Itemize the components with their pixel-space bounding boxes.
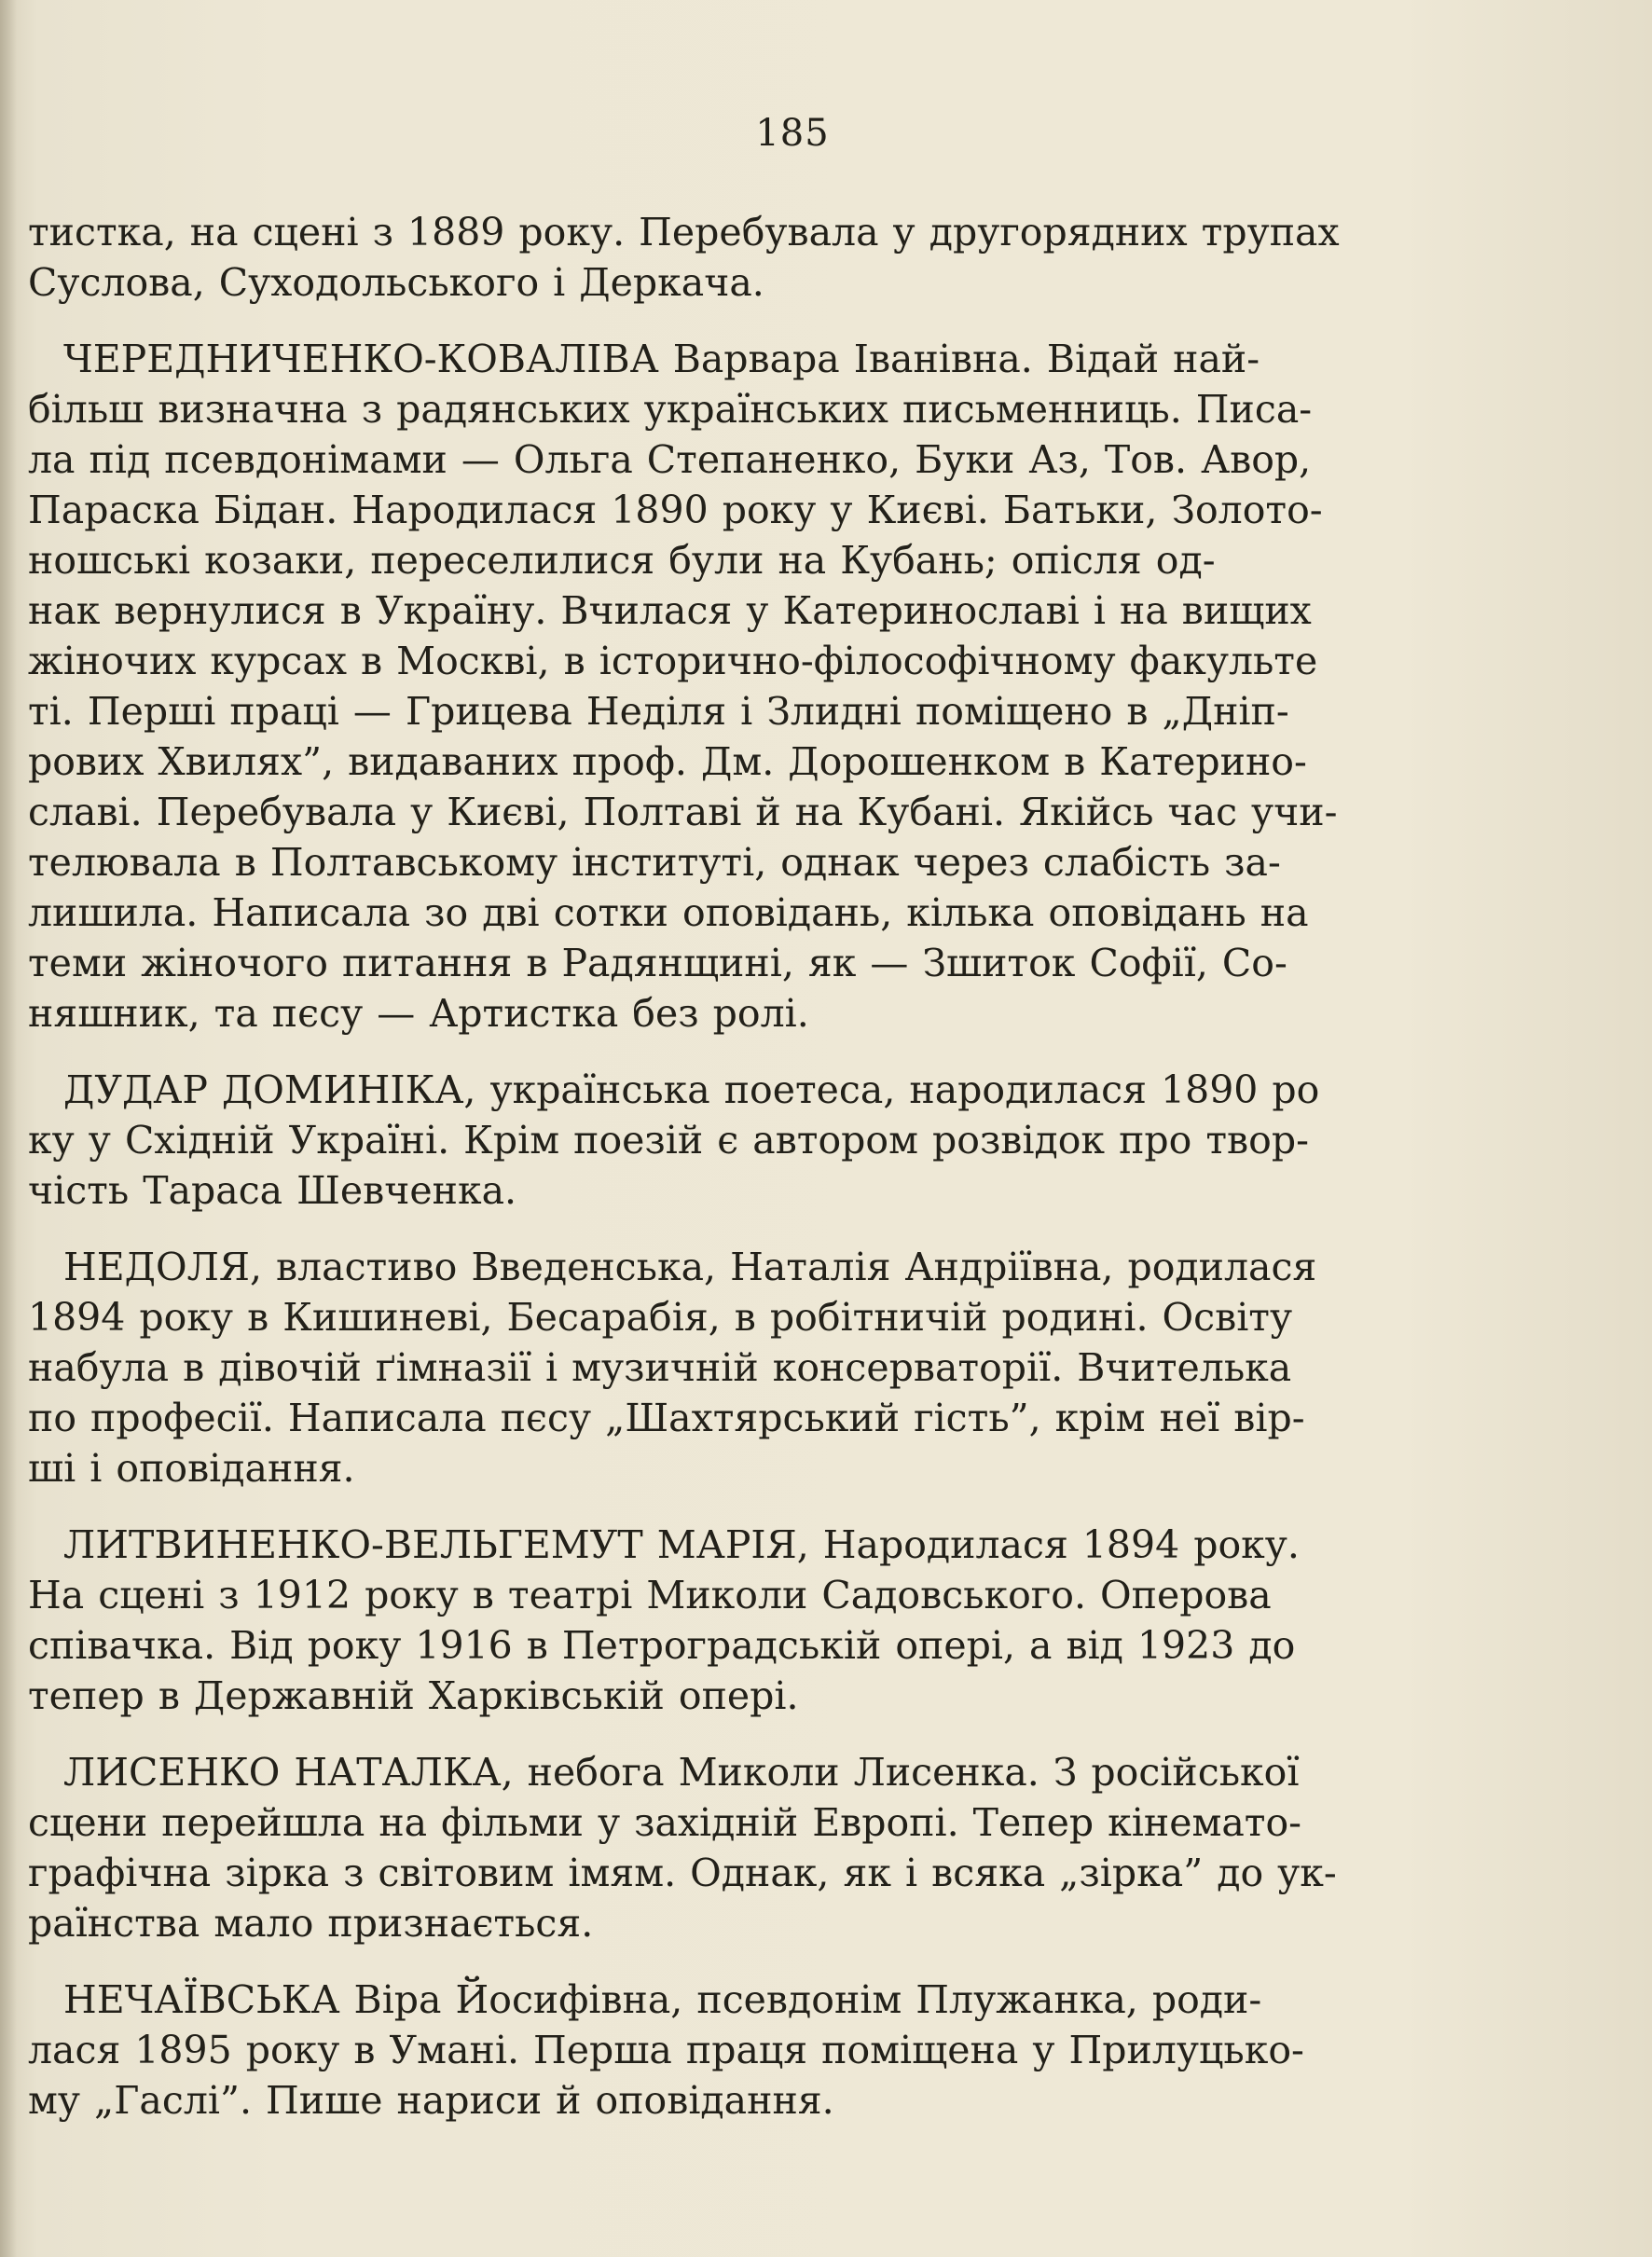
- text-line: по професії. Написала пєсу „Шахтярський гість”, крім неї вір-: [28, 1396, 1305, 1440]
- paragraph-entry-dudar: [28, 1065, 1445, 1216]
- text-line: більш визначна з радянських українських письменниць. Писа-: [28, 387, 1313, 432]
- text-line: графічна зірка з світовим імям. Однак, як і всяка „зірка” до ук-: [28, 1851, 1337, 1895]
- text-line: ті. Перші праці — Грицева Неділя і Злидні поміщено в „Дніп-: [28, 689, 1289, 734]
- text-line: няшник, та пєсу — Артистка без ролі.: [28, 991, 809, 1036]
- text-line: жіночих курсах в Москві, в історично-філософічному факульте: [28, 639, 1318, 683]
- text-line: тепер в Державній Харківській опері.: [28, 1673, 799, 1718]
- text-line: Параска Бідан. Народилася 1890 року у Києві. Батьки, Золото-: [28, 488, 1323, 532]
- paragraph-entry-nechaivska: [28, 1975, 1445, 2126]
- paragraph-entry-lytvynenko: [28, 1520, 1445, 1721]
- text-line: Суслова, Суходольського і Деркача.: [28, 260, 764, 305]
- page-number: 185: [755, 112, 830, 155]
- text-line: рових Хвилях”, видаваних проф. Дм. Дорошенком в Катерино-: [28, 739, 1307, 784]
- text-line: ЛИСЕНКО НАТАЛКА, небога Миколи Лисенка. З російської: [63, 1750, 1300, 1795]
- text-line: НЕЧАЇВСЬКА Віра Йосифівна, псевдонім Плужанка, роди-: [63, 1977, 1262, 2022]
- paragraph-continuation: [28, 207, 1445, 308]
- text-line: чість Тараса Шевченка.: [28, 1168, 517, 1213]
- paragraph-entry-lysenko: [28, 1747, 1445, 1948]
- text-line: му „Гаслі”. Пише нариси й оповідання.: [28, 2078, 834, 2123]
- page-binding-shadow: [0, 0, 17, 2257]
- text-line: тистка, на сцені з 1889 року. Перебувала у другорядних трупах: [28, 210, 1340, 255]
- text-line: ла під псевдонімами — Ольга Степаненко, Буки Аз, Тов. Авор,: [28, 437, 1312, 482]
- text-line: лишила. Написала зо дві сотки оповідань, кілька оповідань на: [28, 890, 1309, 935]
- text-line: сцени перейшла на фільми у західній Европі. Тепер кінемато-: [28, 1800, 1302, 1845]
- text-line: нак вернулися в Україну. Вчилася у Катеринославі і на вищих: [28, 588, 1312, 633]
- paragraph-entry-nedolia: [28, 1242, 1445, 1493]
- text-line: На сцені з 1912 року в театрі Миколи Садовського. Оперова: [28, 1573, 1272, 1617]
- paragraph-entry-cherednychenko: [28, 334, 1445, 1039]
- text-line: 1894 року в Кишиневі, Бесарабія, в робітничій родині. Освіту: [28, 1295, 1293, 1340]
- text-line: співачка. Від року 1916 в Петроградській опері, а від 1923 до: [28, 1623, 1296, 1668]
- text-line: раїнства мало признається.: [28, 1901, 594, 1946]
- text-line: славі. Перебувала у Києві, Полтаві й на Кубані. Якійсь час учи-: [28, 790, 1338, 834]
- text-line: ку у Східній Україні. Крім поезій є автором розвідок про твор-: [28, 1118, 1309, 1163]
- text-line: ЛИТВИНЕНКО-ВЕЛЬГЕМУТ МАРІЯ, Народилася 1894 року.: [63, 1522, 1300, 1567]
- text-line: ношські козаки, переселилися були на Кубань; опісля од-: [28, 538, 1216, 583]
- text-line: теми жіночого питання в Радянщині, як — Зшиток Софії, Со-: [28, 941, 1287, 985]
- text-line: лася 1895 року в Умані. Перша праця поміщена у Прилуцько-: [28, 2028, 1304, 2072]
- text-line: телювала в Полтавському інституті, однак через слабість за-: [28, 840, 1281, 885]
- page-body: [28, 207, 1445, 2152]
- text-line: ЧЕРЕДНИЧЕНКО-КОВАЛІВА Варвара Іванівна. Відай най-: [63, 337, 1260, 381]
- text-line: набула в дівочій ґімназії і музичній консерваторії. Вчителька: [28, 1345, 1292, 1390]
- text-line: ші і оповідання.: [28, 1446, 355, 1491]
- text-line: НЕДОЛЯ, властиво Введенська, Наталія Андріївна, родилася: [63, 1245, 1317, 1289]
- text-line: ДУДАР ДОМИНІКА, українська поетеса, народилася 1890 ро: [63, 1067, 1320, 1112]
